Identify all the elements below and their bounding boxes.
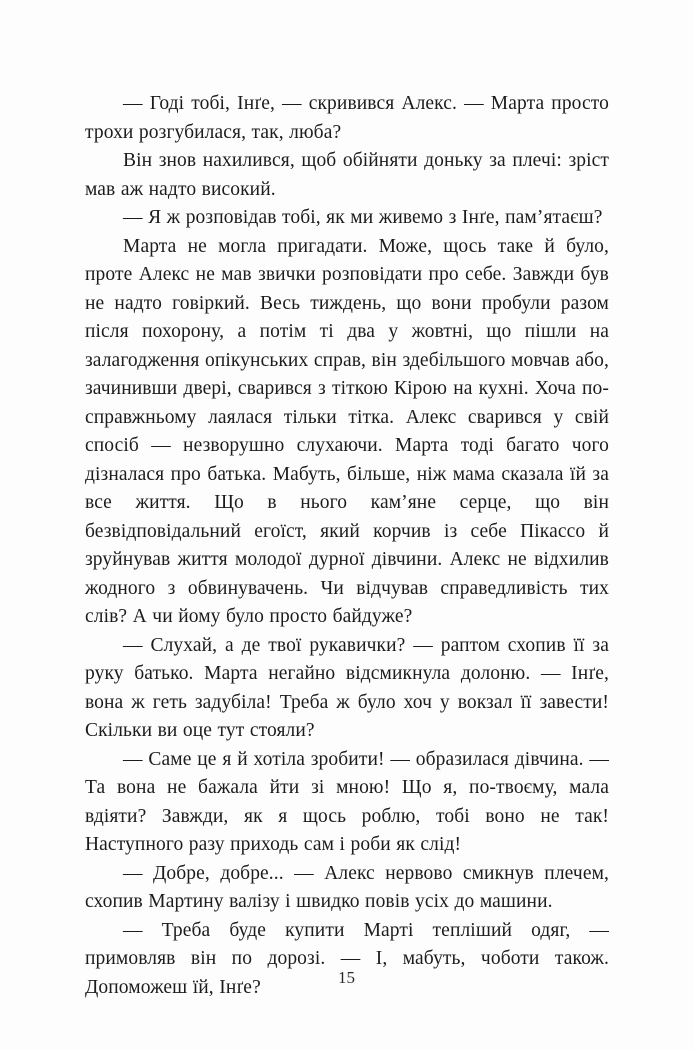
text-block bbox=[85, 90, 609, 1002]
paragraph: — Слухай, а де твої рукавички? — раптом схопив її за руку батько. Марта негайно відсмикнула долоню. — Інґе, вона ж геть задубіла! Треба ж було хоч у вокзал її завести! Скільки ви оце тут стояли? bbox=[85, 634, 609, 741]
page-number: 15 bbox=[338, 968, 355, 987]
paragraph: — Я ж розповідав тобі, як ми живемо з Інґе, пам’ятаєш? bbox=[123, 207, 603, 228]
paragraph: — Треба буде купити Марті тепліший одяг, — примовляв він по дорозі. — І, мабуть, чоботи також. Допоможеш їй, Інґе? bbox=[85, 919, 609, 998]
paragraph: — Саме це я й хотіла зробити! — образилася дівчина. — Та вона не бажала йти зі мною! Що я, по-твоєму, мала вдіяти? Завжди, як я щось роблю, тобі воно не так! Наступного разу приходь сам і роби як слід! bbox=[85, 748, 609, 855]
paragraph: — Годі тобі, Інґе, — скривився Алекс. — Марта просто трохи розгубилася, так, люба? bbox=[85, 93, 609, 143]
paragraph: Марта не могла пригадати. Може, щось таке й було, проте Алекс не мав звички розповідати про себе. Завжди був не надто говіркий. Весь тиждень, що вони пробули разом після похорону, а потім ті два у жовтні, що пішли на залагодження опікунських справ, він здебільшого мовчав або, зачинивши двері, сварився з тіткою Кірою на кухні. Хоча по-справжньому лаялася тільки тітка. Алекс сварився у свій спосіб — незворушно слухаючи. Марта тоді багато чого дізналася про батька. Мабуть, більше, ніж мама сказала їй за все життя. Що в нього кам’яне серце, що він безвідповідальний егоїст, який корчив із себе Пікассо й зруйнував життя молодої дурної дівчини. Алекс не відхилив жодного з обвинувачень. Чи відчував справедливість тих слів? А чи йому було просто байдуже? bbox=[85, 235, 609, 627]
paragraph: Він знов нахилився, щоб обійняти доньку за плечі: зріст мав аж надто високий. bbox=[85, 150, 609, 200]
paragraph: — Добре, добре... — Алекс нервово смикнув плечем, схопив Мартину валізу і швидко повів усіх до машини. bbox=[85, 862, 609, 912]
